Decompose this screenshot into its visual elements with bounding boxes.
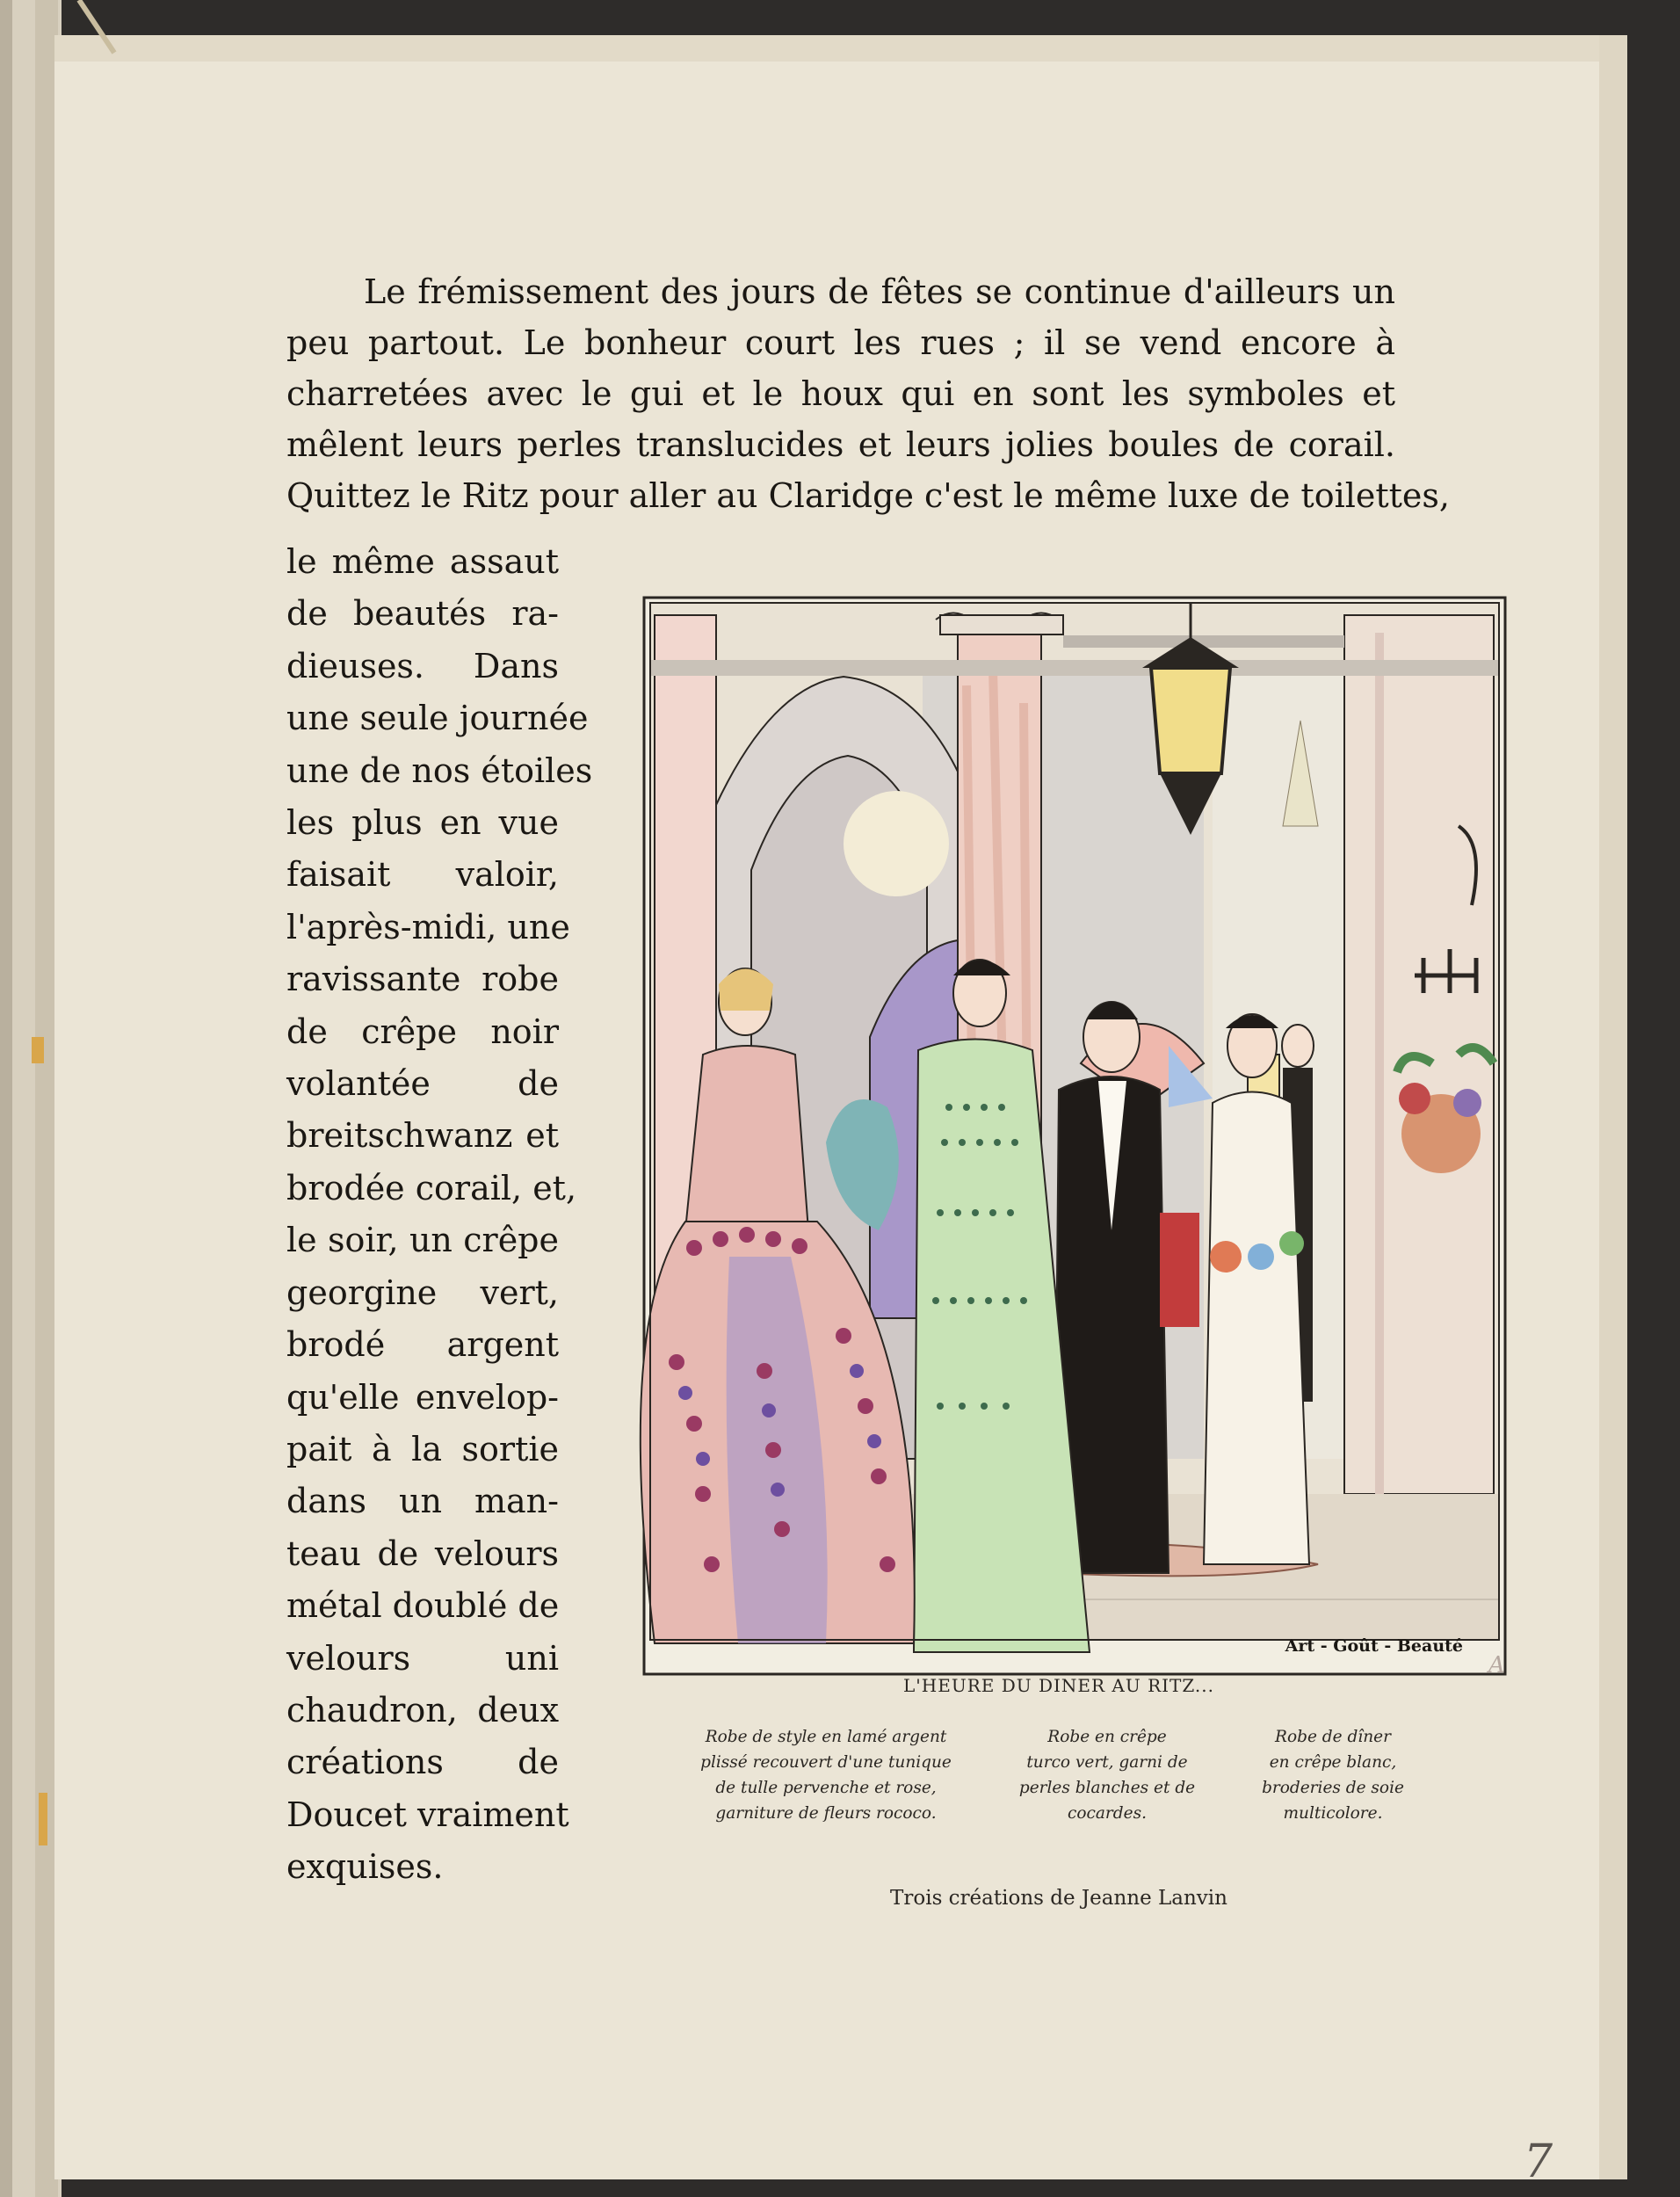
plate-signature: Art - Goût - Beauté	[1285, 1636, 1463, 1656]
margin-letter: A	[1488, 1652, 1505, 1679]
intro-line: Le frémissement des jours de fêtes se continue d'ailleurs un	[364, 272, 1395, 311]
column-line: volantée de	[286, 1064, 559, 1104]
intro-paragraph	[286, 266, 1450, 521]
plate-caption-title: L'HEURE DU DINER AU RITZ...	[903, 1675, 1214, 1696]
fashion-plate-illustration	[641, 598, 1505, 1674]
caption-line: broderies de soie	[1262, 1779, 1404, 1797]
column-line: brodé argent	[286, 1325, 559, 1365]
column-line: chaudron, deux	[286, 1690, 559, 1729]
column-line: qu'elle envelop-	[286, 1377, 559, 1417]
designer-credit: Trois créations de Jeanne Lanvin	[890, 1887, 1227, 1910]
caption-column	[1249, 1724, 1416, 1826]
column-line: brodée corail, et,	[286, 1168, 577, 1207]
column-line: les plus en vue	[286, 803, 559, 843]
caption-line: perles blanches et de	[1018, 1779, 1196, 1797]
caption-line: cocardes.	[1068, 1804, 1147, 1823]
column-line: le soir, un crêpe	[286, 1221, 559, 1260]
column-line: dans un man-	[286, 1482, 559, 1521]
column-line: dieuses. Dans	[286, 646, 559, 685]
caption-line: plissé recouvert d'une tunique	[700, 1753, 952, 1772]
column-line: une de nos étoiles	[286, 750, 593, 790]
column-line: breitschwanz et	[286, 1116, 559, 1156]
column-line: faisait valoir,	[286, 855, 559, 895]
column-line: velours uni	[286, 1638, 559, 1678]
column-line: exquises.	[286, 1847, 444, 1887]
column-line: pait à la sortie	[286, 1429, 559, 1468]
caption-line: en crêpe blanc,	[1269, 1753, 1397, 1772]
caption-line: de tulle pervenche et rose,	[715, 1779, 937, 1797]
column-line: de beautés ra-	[286, 594, 559, 634]
intro-line: Quittez le Ritz pour aller au Claridge c'est le même luxe de toilettes,	[286, 476, 1450, 515]
column-line: créations de	[286, 1743, 559, 1782]
narrow-column-text	[286, 536, 593, 1894]
caption-line: Robe de dîner	[1275, 1728, 1391, 1746]
column-line: de crêpe noir	[286, 1011, 559, 1051]
caption-column	[694, 1724, 958, 1826]
column-line: le même assaut	[286, 542, 559, 581]
column-line: teau de velours	[286, 1534, 559, 1573]
caption-line: Robe en crêpe	[1047, 1728, 1167, 1746]
column-line: une seule journée	[286, 699, 589, 738]
column-line: l'après-midi, une	[286, 907, 570, 946]
caption-line: turco vert, garni de	[1026, 1753, 1188, 1772]
intro-line: charretées avec le gui et le houx qui en sont les symboles et	[286, 374, 1395, 413]
caption-line: garniture de fleurs rococo.	[715, 1804, 937, 1823]
column-line: Doucet vraiment	[286, 1795, 569, 1834]
caption-line: Robe de style en lamé argent	[705, 1728, 947, 1746]
column-line: métal doublé de	[286, 1586, 560, 1626]
intro-line: peu partout. Le bonheur court les rues ; il se vend encore à	[286, 323, 1395, 362]
caption-column	[1002, 1724, 1213, 1826]
column-line: georgine vert,	[286, 1273, 559, 1312]
page-number: 7	[1524, 2135, 1553, 2188]
intro-line: mêlent leurs perles translucides et leurs jolies boules de corail.	[286, 425, 1395, 464]
caption-line: multicolore.	[1283, 1804, 1383, 1823]
column-line: ravissante robe	[286, 960, 559, 999]
